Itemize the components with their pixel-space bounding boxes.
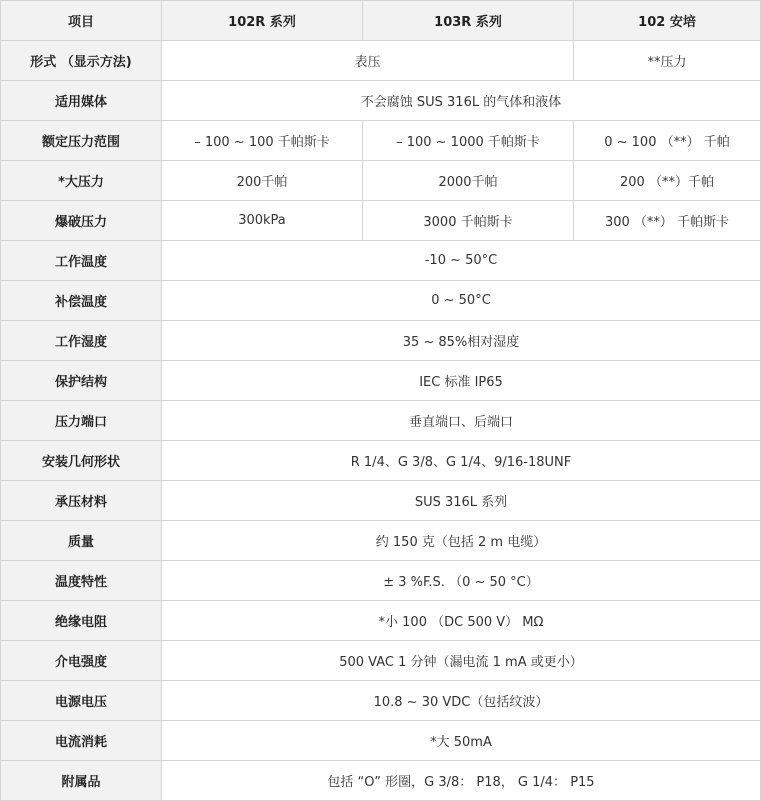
row-label-burst-pressure: 爆破压力 xyxy=(1,201,162,241)
table-row xyxy=(1,281,761,321)
row-label-insulation: 绝缘电阻 xyxy=(1,601,162,641)
cell-mass: 约 150 克（包括 2 m 电缆） xyxy=(162,521,761,561)
cell-accessories: 包括 “O” 形圈，G 3/8： P18， G 1/4： P15 xyxy=(162,761,761,801)
cell-temp-characteristic: ± 3 %F.S. （0 ~ 50 °C） xyxy=(162,561,761,601)
row-label-compensated-temp: 补偿温度 xyxy=(1,281,162,321)
cell-mounting: R 1/4、G 3/8、G 1/4、9/16-18UNF xyxy=(162,441,761,481)
cell-rated-range-102r: – 100 ~ 100 千帕斯卡 xyxy=(162,121,363,161)
table-row xyxy=(1,761,761,801)
row-label-max-pressure: *大压力 xyxy=(1,161,162,201)
table-row xyxy=(1,681,761,721)
row-label-pressure-port: 压力端口 xyxy=(1,401,162,441)
row-label-wetted-material: 承压材料 xyxy=(1,481,162,521)
row-label-supply-voltage: 电源电压 xyxy=(1,681,162,721)
table-row xyxy=(1,321,761,361)
table-row xyxy=(1,361,761,401)
row-label-operating-temp: 工作温度 xyxy=(1,241,162,281)
cell-insulation: *小 100 （DC 500 V） MΩ xyxy=(162,601,761,641)
row-label-protection: 保护结构 xyxy=(1,361,162,401)
header-102-amp: 102 安培 xyxy=(574,1,761,41)
cell-form-102: **压力 xyxy=(574,41,761,81)
table-row xyxy=(1,201,761,241)
cell-wetted-material: SUS 316L 系列 xyxy=(162,481,761,521)
cell-operating-humidity: 35 ~ 85%相对湿度 xyxy=(162,321,761,361)
cell-burst-pressure-102r: 300kPa xyxy=(162,201,363,241)
cell-protection: IEC 标准 IP65 xyxy=(162,361,761,401)
table-row xyxy=(1,561,761,601)
cell-burst-pressure-103r: 3000 千帕斯卡 xyxy=(363,201,574,241)
row-label-rated-range: 额定压力范围 xyxy=(1,121,162,161)
row-label-dielectric: 介电强度 xyxy=(1,641,162,681)
row-label-mounting: 安装几何形状 xyxy=(1,441,162,481)
row-label-form: 形式 （显示方法) xyxy=(1,41,162,81)
table-row xyxy=(1,81,761,121)
cell-pressure-port: 垂直端口、后端口 xyxy=(162,401,761,441)
row-label-accessories: 附属品 xyxy=(1,761,162,801)
table-row xyxy=(1,721,761,761)
cell-rated-range-102: 0 ~ 100 （**） 千帕 xyxy=(574,121,761,161)
cell-current-consumption: *大 50mA xyxy=(162,721,761,761)
row-label-current-consumption: 电流消耗 xyxy=(1,721,162,761)
table-row xyxy=(1,481,761,521)
cell-supply-voltage: 10.8 ~ 30 VDC（包括纹波） xyxy=(162,681,761,721)
cell-max-pressure-103r: 2000千帕 xyxy=(363,161,574,201)
table-row xyxy=(1,41,761,81)
row-label-mass: 质量 xyxy=(1,521,162,561)
header-item: 项目 xyxy=(1,1,162,41)
table-row xyxy=(1,401,761,441)
cell-media: 不会腐蚀 SUS 316L 的气体和液体 xyxy=(162,81,761,121)
table-row xyxy=(1,521,761,561)
cell-rated-range-103r: – 100 ~ 1000 千帕斯卡 xyxy=(363,121,574,161)
row-label-temp-characteristic: 温度特性 xyxy=(1,561,162,601)
cell-max-pressure-102: 200 （**）千帕 xyxy=(574,161,761,201)
table-row xyxy=(1,121,761,161)
table-row xyxy=(1,441,761,481)
cell-burst-pressure-102: 300 （**） 千帕斯卡 xyxy=(574,201,761,241)
header-103r-series: 103R 系列 xyxy=(363,1,574,41)
row-label-operating-humidity: 工作湿度 xyxy=(1,321,162,361)
cell-dielectric: 500 VAC 1 分钟（漏电流 1 mA 或更小） xyxy=(162,641,761,681)
table-header-row xyxy=(1,1,761,41)
table-row xyxy=(1,241,761,281)
table-row xyxy=(1,641,761,681)
table-row xyxy=(1,601,761,641)
row-label-media: 适用媒体 xyxy=(1,81,162,121)
cell-form-102r-103r: 表压 xyxy=(162,41,574,81)
cell-compensated-temp: 0 ~ 50°C xyxy=(162,281,761,321)
table-row xyxy=(1,161,761,201)
header-102r-series: 102R 系列 xyxy=(162,1,363,41)
cell-max-pressure-102r: 200千帕 xyxy=(162,161,363,201)
cell-operating-temp: -10 ~ 50°C xyxy=(162,241,761,281)
